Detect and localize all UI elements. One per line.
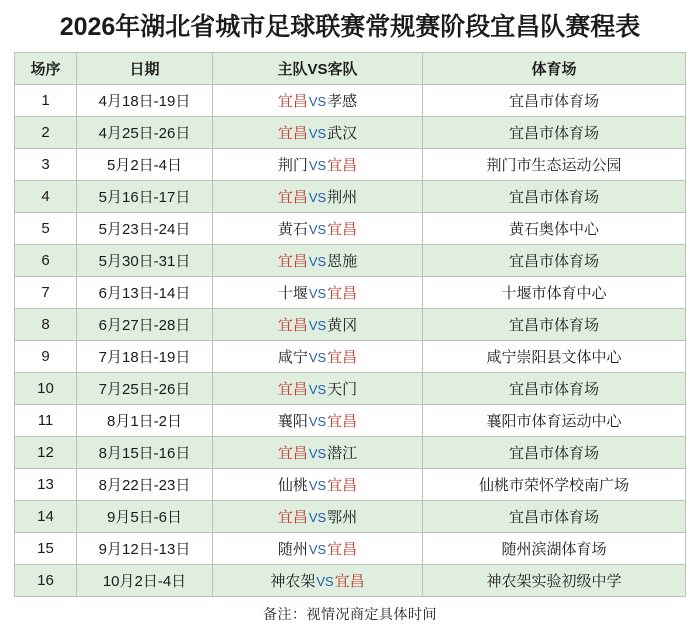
cell-match: [213, 372, 423, 404]
home-team: 随州: [277, 540, 308, 558]
cell-no: 16: [15, 564, 77, 596]
cell-date: 8月22日-23日: [77, 468, 213, 500]
cell-no: 4: [15, 180, 77, 212]
cell-venue: 仙桃市荣怀学校南广场: [423, 468, 686, 500]
cell-match: [213, 84, 423, 116]
vs-separator: VS: [308, 477, 327, 493]
cell-match: [213, 340, 423, 372]
table-row: [15, 372, 686, 404]
cell-date: 7月18日-19日: [77, 340, 213, 372]
cell-venue: 神农架实验初级中学: [423, 564, 686, 596]
cell-no: 15: [15, 532, 77, 564]
cell-date: 6月13日-14日: [77, 276, 213, 308]
cell-date: 5月2日-4日: [77, 148, 213, 180]
vs-separator: VS: [308, 541, 327, 557]
vs-separator: VS: [308, 253, 327, 269]
cell-no: 1: [15, 84, 77, 116]
vs-separator: VS: [308, 189, 327, 205]
cell-date: 5月16日-17日: [77, 180, 213, 212]
away-team: 宜昌: [334, 572, 365, 590]
vs-separator: VS: [308, 157, 327, 173]
home-team: 宜昌: [277, 188, 308, 206]
cell-match: [213, 116, 423, 148]
cell-date: 6月27日-28日: [77, 308, 213, 340]
table-row: [15, 468, 686, 500]
cell-match: [213, 308, 423, 340]
cell-no: 10: [15, 372, 77, 404]
away-team: 宜昌: [327, 412, 358, 430]
cell-date: 9月5日-6日: [77, 500, 213, 532]
vs-separator: VS: [308, 317, 327, 333]
home-team: 宜昌: [277, 92, 308, 110]
table-row: [15, 180, 686, 212]
table-row: [15, 564, 686, 596]
cell-no: 9: [15, 340, 77, 372]
away-team: 宜昌: [327, 284, 358, 302]
home-team: 咸宁: [277, 348, 308, 366]
away-team: 荆州: [327, 188, 358, 206]
cell-venue: 襄阳市体育运动中心: [423, 404, 686, 436]
cell-date: 7月25日-26日: [77, 372, 213, 404]
away-team: 宜昌: [327, 540, 358, 558]
cell-no: 13: [15, 468, 77, 500]
home-team: 宜昌: [277, 316, 308, 334]
home-team: 襄阳: [277, 412, 308, 430]
table-row: [15, 500, 686, 532]
away-team: 宜昌: [327, 220, 358, 238]
cell-venue: 宜昌市体育场: [423, 308, 686, 340]
cell-match: [213, 500, 423, 532]
cell-date: 8月1日-2日: [77, 404, 213, 436]
table-row: [15, 532, 686, 564]
table-row: [15, 244, 686, 276]
cell-match: [213, 212, 423, 244]
cell-match: [213, 436, 423, 468]
table-row: [15, 84, 686, 116]
cell-match: [213, 404, 423, 436]
cell-date: 10月2日-4日: [77, 564, 213, 596]
cell-no: 6: [15, 244, 77, 276]
vs-separator: VS: [308, 349, 327, 365]
home-team: 仙桃: [277, 476, 308, 494]
cell-venue: 荆门市生态运动公园: [423, 148, 686, 180]
column-header-match: 主队VS客队: [213, 52, 423, 84]
cell-no: 12: [15, 436, 77, 468]
cell-no: 7: [15, 276, 77, 308]
table-row: [15, 276, 686, 308]
table-row: [15, 340, 686, 372]
cell-venue: 宜昌市体育场: [423, 84, 686, 116]
cell-date: 5月23日-24日: [77, 212, 213, 244]
away-team: 黄冈: [327, 316, 358, 334]
cell-match: [213, 244, 423, 276]
cell-venue: 咸宁崇阳县文体中心: [423, 340, 686, 372]
cell-no: 3: [15, 148, 77, 180]
vs-separator: VS: [308, 285, 327, 301]
cell-venue: 宜昌市体育场: [423, 372, 686, 404]
home-team: 十堰: [277, 284, 308, 302]
cell-venue: 宜昌市体育场: [423, 244, 686, 276]
home-team: 荆门: [277, 156, 308, 174]
away-team: 武汉: [327, 124, 358, 142]
away-team: 鄂州: [327, 508, 358, 526]
table-row: [15, 116, 686, 148]
cell-match: [213, 468, 423, 500]
cell-match: [213, 532, 423, 564]
cell-venue: 随州滨湖体育场: [423, 532, 686, 564]
vs-separator: VS: [308, 413, 327, 429]
cell-venue: 十堰市体育中心: [423, 276, 686, 308]
vs-separator: VS: [308, 221, 327, 237]
page-title: 2026年湖北省城市足球联赛常规赛阶段宜昌队赛程表: [59, 13, 641, 41]
cell-date: 8月15日-16日: [77, 436, 213, 468]
schedule-table: [14, 52, 686, 597]
table-row: [15, 436, 686, 468]
vs-separator: VS: [308, 509, 327, 525]
cell-match: [213, 148, 423, 180]
column-header-date: 日期: [77, 52, 213, 84]
cell-no: 5: [15, 212, 77, 244]
away-team: 宜昌: [327, 476, 358, 494]
cell-venue: 宜昌市体育场: [423, 116, 686, 148]
vs-separator: VS: [308, 93, 327, 109]
cell-venue: 宜昌市体育场: [423, 436, 686, 468]
table-body: [15, 84, 686, 596]
away-team: 宜昌: [327, 348, 358, 366]
away-team: 宜昌: [327, 156, 358, 174]
footnote: 备注：视情况商定具体时间: [263, 605, 437, 622]
cell-date: 9月12日-13日: [77, 532, 213, 564]
home-team: 宜昌: [277, 252, 308, 270]
home-team: 宜昌: [277, 380, 308, 398]
away-team: 孝感: [327, 92, 358, 110]
cell-match: [213, 564, 423, 596]
vs-separator: VS: [308, 381, 327, 397]
home-team: 宜昌: [277, 124, 308, 142]
cell-venue: 宜昌市体育场: [423, 180, 686, 212]
away-team: 恩施: [327, 252, 358, 270]
cell-no: 11: [15, 404, 77, 436]
table-header: [15, 52, 686, 84]
home-team: 宜昌: [277, 444, 308, 462]
cell-date: 5月30日-31日: [77, 244, 213, 276]
cell-match: [213, 180, 423, 212]
home-team: 黄石: [277, 220, 308, 238]
column-header-venue: 体育场: [423, 52, 686, 84]
table-row: [15, 308, 686, 340]
cell-venue: 宜昌市体育场: [423, 500, 686, 532]
cell-date: 4月25日-26日: [77, 116, 213, 148]
home-team: 宜昌: [277, 508, 308, 526]
table-row: [15, 148, 686, 180]
away-team: 潜江: [327, 444, 358, 462]
table-row: [15, 404, 686, 436]
cell-no: 2: [15, 116, 77, 148]
cell-no: 8: [15, 308, 77, 340]
cell-venue: 黄石奥体中心: [423, 212, 686, 244]
cell-no: 14: [15, 500, 77, 532]
vs-separator: VS: [308, 125, 327, 141]
vs-separator: VS: [316, 573, 334, 589]
table-row: [15, 212, 686, 244]
cell-match: [213, 276, 423, 308]
column-header-no: 场序: [15, 52, 77, 84]
header-row: [15, 52, 686, 84]
cell-date: 4月18日-19日: [77, 84, 213, 116]
vs-separator: VS: [308, 445, 327, 461]
home-team: 神农架: [270, 572, 316, 590]
away-team: 天门: [327, 380, 358, 398]
